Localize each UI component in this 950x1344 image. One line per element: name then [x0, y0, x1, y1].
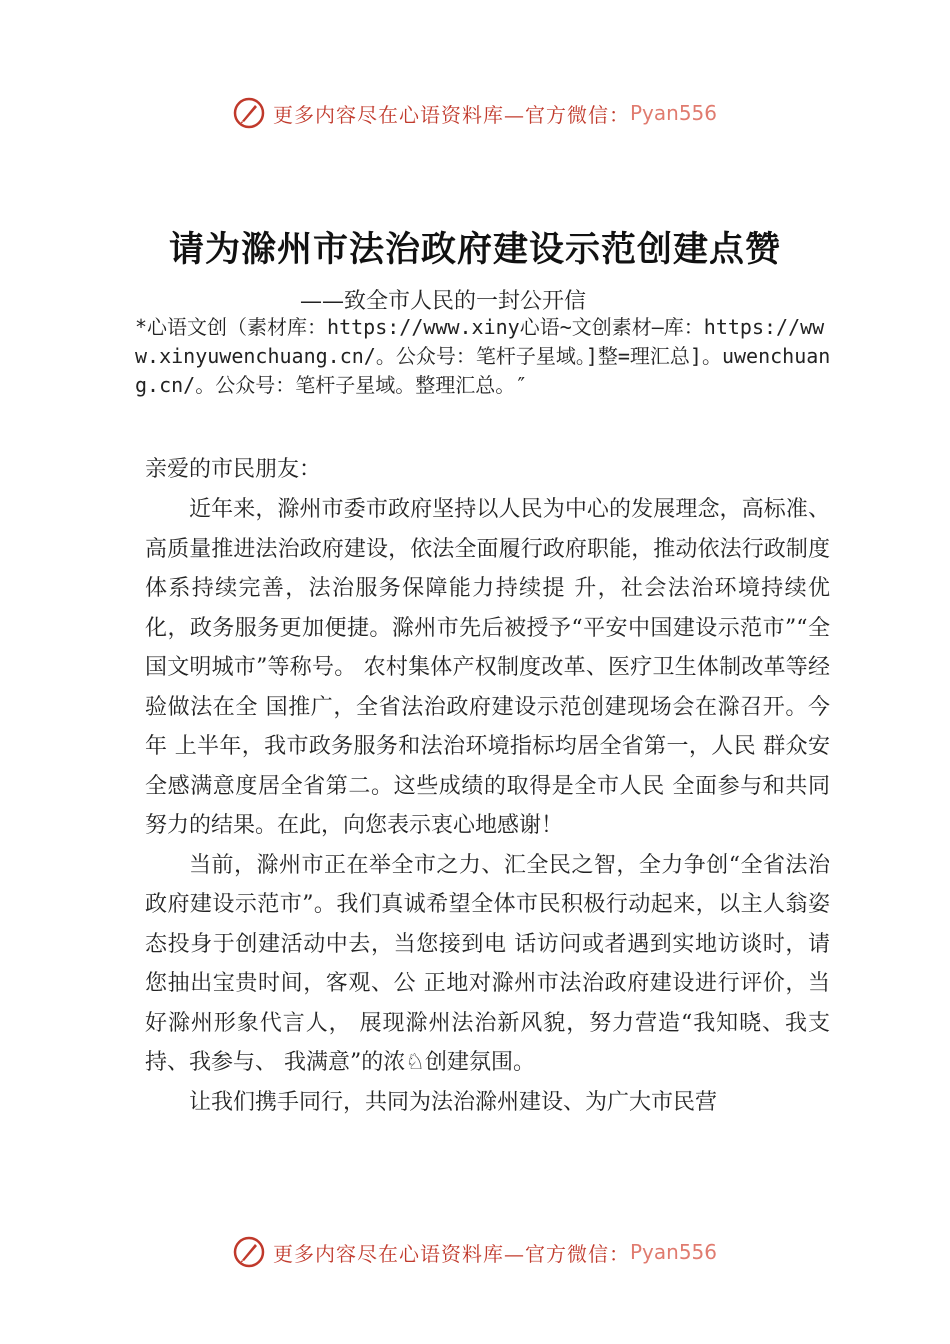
document-subtitle: ——致全市人民的一封公开信	[300, 289, 587, 314]
body-paragraph-3: 让我们携手同行，共同为法治滁州建设、为广大市民营	[189, 1089, 718, 1115]
header-banner	[0, 93, 950, 133]
footer-banner	[0, 1232, 950, 1272]
document-title: 请为滁州市法治政府建设示范创建点赞	[168, 229, 781, 270]
body-paragraph-2: 当前，滁州市正在举全市之力、汇全民之智，全力争创“全省法治政府建设示范市”。我们真诚希望全体市民积极行动起来，以主人翁姿态投身于创建活动中去，当您接到电 话访问或者遇到实地访谈时，请您抽出宝贵时间，客观、公 正地对滁州市法治政府建设进行评价，当好滁州形象代言人， 展现滁州法治新风貌，努力营造“我知晓、我支持、我参与、 我满意”的浓♘创建氛围。	[145, 852, 830, 1075]
footer-banner-contact: Pyan556	[629, 1240, 717, 1264]
body-paragraph-1: 近年来，滁州市委市政府坚持以人民为中心的发展理念，高标准、高质量推进法治政府建设，依法全面履行政府职能，推动依法行政制度体系持续完善，法治服务保障能力持续提 升，社会法治环境持续优化，政务服务更加便捷。滁州市先后被授予“平安中国建设示范市”“全国文明城市”等称号。 农村集体产权制度改革、医疗卫生体制改革等经验做法在全 国推广，全省法治政府建设示范创建现场会在滁召开。今年 上半年，我市政务服务和法治环境指标均居全省第一，人民 群众安全感满意度居全省第二。这些成绩的取得是全市人民 全面参与和共同努力的结果。在此，向您表示衷心地感谢！	[145, 497, 830, 838]
footer-banner-text: 更多内容尽在心语资料库—官方微信：	[272, 1241, 630, 1266]
header-banner-contact: Pyan556	[629, 101, 717, 125]
letter-body	[145, 490, 830, 1122]
quill-pen-logo-icon	[233, 1236, 265, 1268]
source-note: *心语文创（素材库：https://www.xiny心语~文创素材—库：https://www.xinyuwenchuang.cn/。公众号：笔杆子星域。]整=理汇总]。uwenchuang.cn/。公众号：笔杆子星域。整理汇总。″	[135, 315, 831, 397]
header-banner-text: 更多内容尽在心语资料库—官方微信：	[272, 102, 630, 127]
quill-pen-logo-icon	[233, 97, 265, 129]
salutation: 亲爱的市民朋友：	[145, 457, 322, 482]
